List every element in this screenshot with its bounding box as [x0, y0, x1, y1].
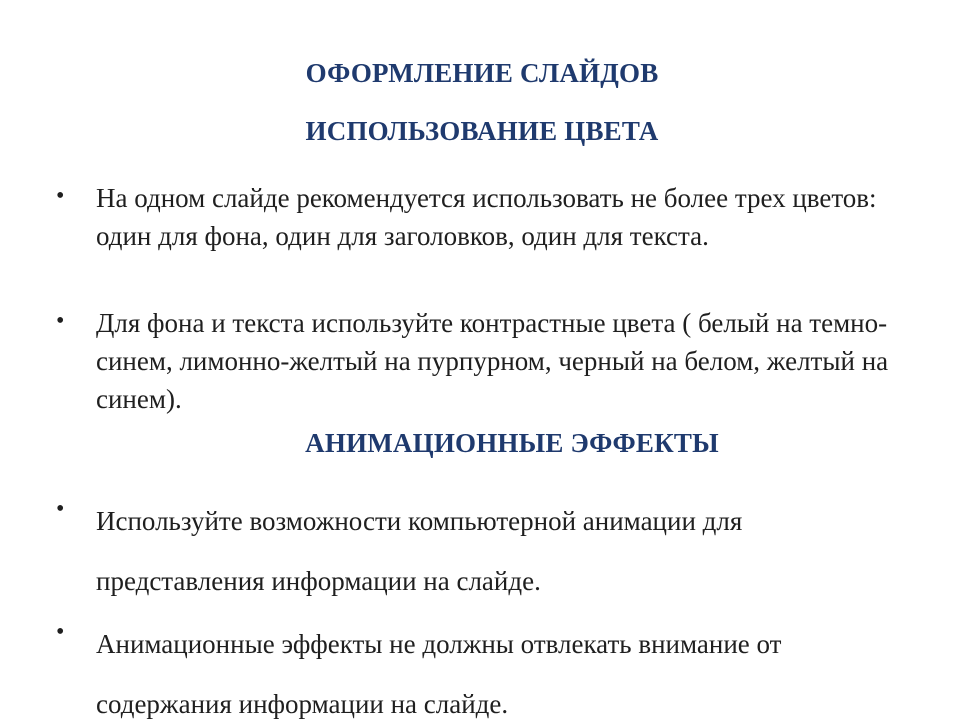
- bullet-icon: •: [56, 496, 65, 522]
- section-heading-color: ИСПОЛЬЗОВАНИЕ ЦВЕТА: [305, 116, 659, 146]
- list-item: [56, 179, 906, 255]
- bullet-icon: •: [56, 619, 65, 645]
- slide-title: ОФОРМЛЕНИЕ СЛАЙДОВ: [305, 58, 659, 88]
- bullet-icon: •: [56, 308, 65, 334]
- list-item: [56, 304, 906, 418]
- bullet-icon: •: [56, 183, 65, 209]
- bullet-text: На одном слайде рекомендуется использовать не более трех цветов: один для фона, один для заголовков, один для текста.: [96, 183, 877, 251]
- list-item: [56, 614, 906, 720]
- list-item: [56, 491, 906, 611]
- section-heading-animation: АНИМАЦИОННЫЕ ЭФФЕКТЫ: [305, 428, 719, 458]
- bullet-text: Используйте возможности компьютерной анимации для представления информации на слайде.: [96, 506, 743, 596]
- bullet-text: Для фона и текста используйте контрастные цвета ( белый на темно-синем, лимонно-желтый на пурпурном, черный на белом, желтый на синем).: [96, 308, 889, 414]
- bullet-text: Анимационные эффекты не должны отвлекать внимание от содержания информации на слайде.: [96, 629, 782, 719]
